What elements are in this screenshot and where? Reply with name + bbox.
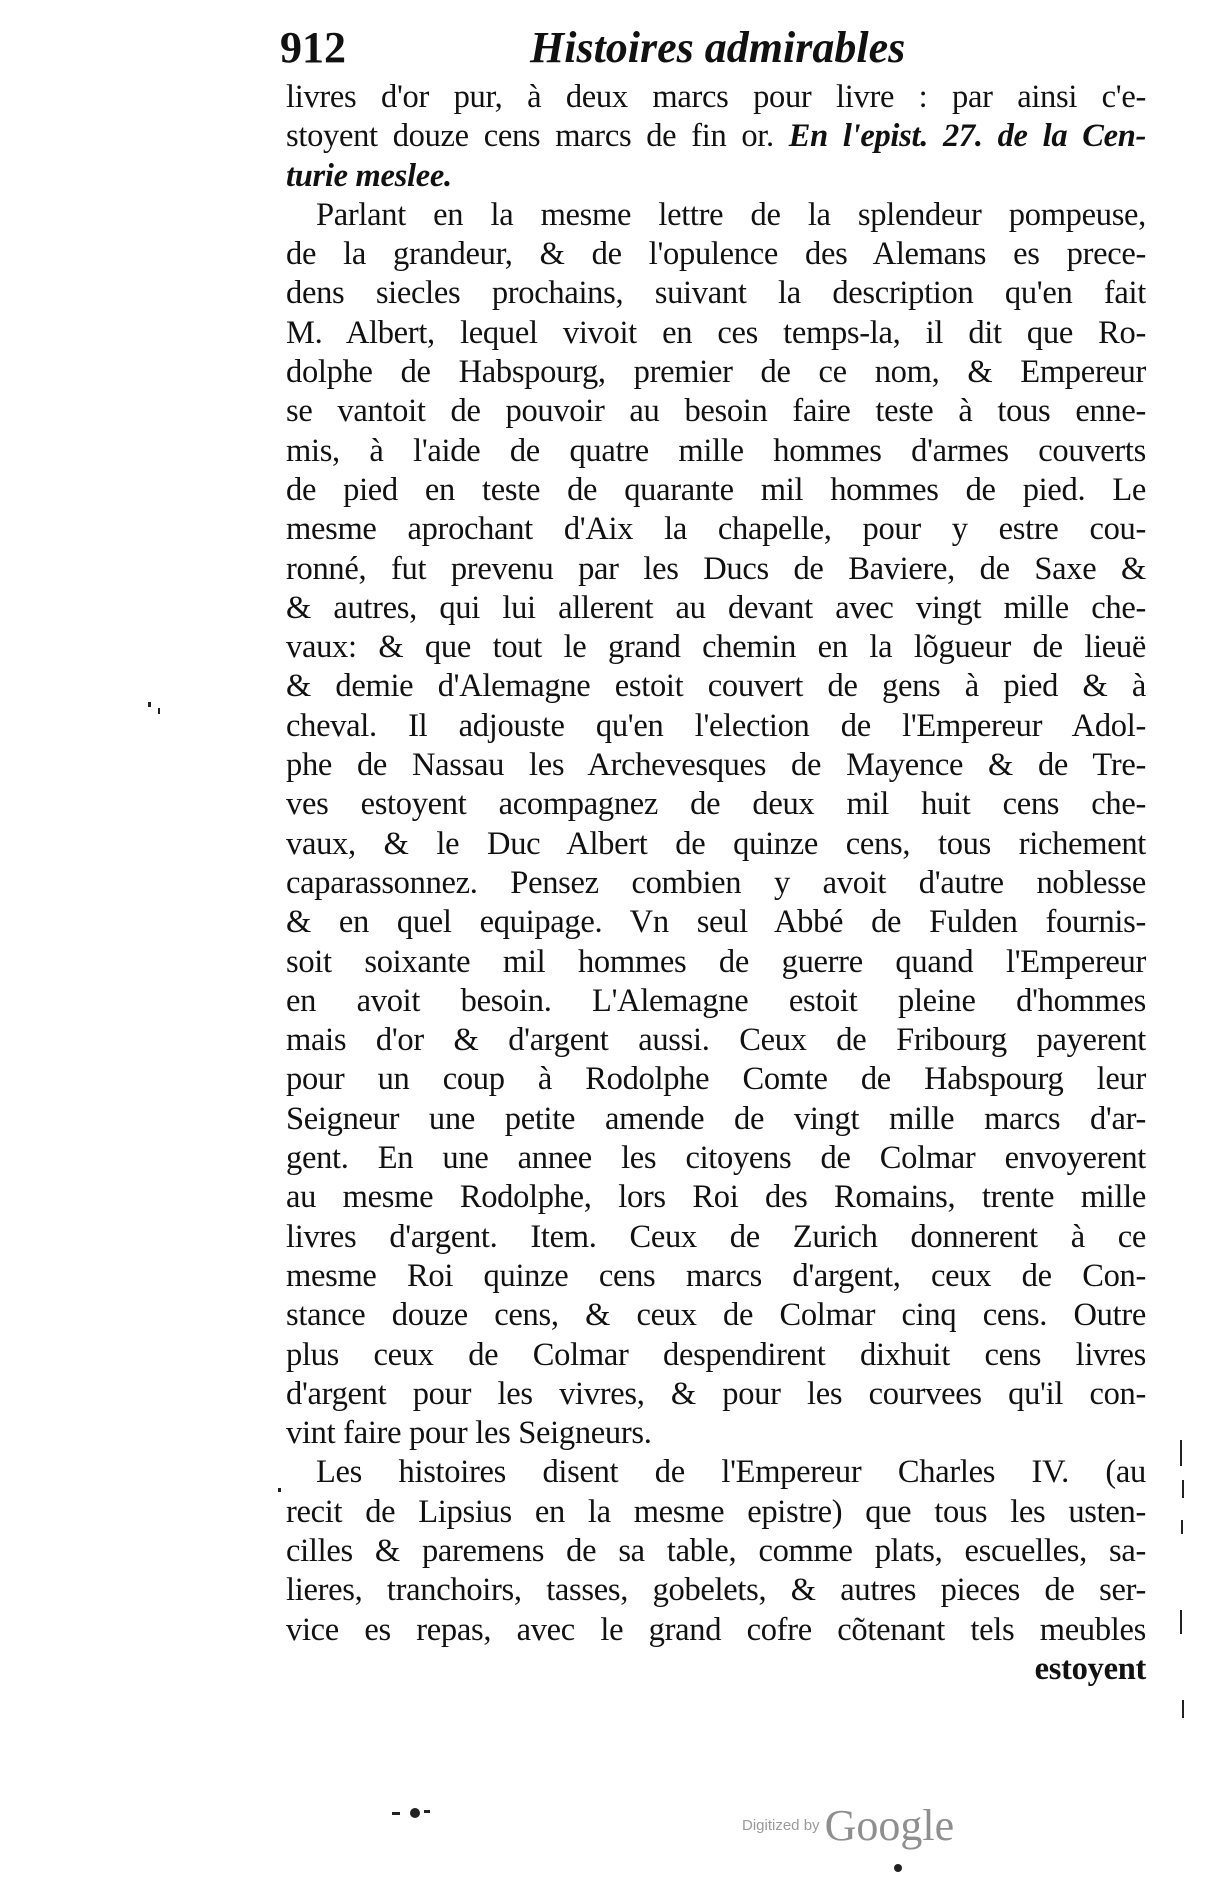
paragraph-start-line: Parlant en la mesme lettre de la splendeur pompeuse, [316, 196, 1146, 233]
text-line: dens siecles prochains, suivant la description qu'en fait [286, 275, 1146, 312]
text-line: de pied en teste de quarante mil hommes de pied. Le [286, 471, 1146, 508]
text-line: & en quel equipage. Vn seul Abbé de Fulden fournis- [286, 904, 1146, 941]
digitized-by-watermark [742, 1800, 1002, 1850]
text-line: Seigneur une petite amende de vingt mille marcs d'ar- [286, 1100, 1146, 1137]
text-line: cilles & paremens de sa table, comme plats, escuelles, sa- [286, 1532, 1146, 1569]
text-line: ves estoyent acompagnez de deux mil huit cens che- [286, 786, 1146, 823]
marginal-reference: turie meslee. [286, 157, 452, 194]
scan-speck [894, 1864, 902, 1872]
text-line-part: stoyent douze cens marcs de fin or. [286, 118, 774, 155]
scan-speck [392, 1812, 400, 1815]
scan-speck [424, 1810, 430, 1813]
scan-speck [1182, 1700, 1184, 1718]
text-line: en avoit besoin. L'Alemagne estoit pleine d'hommes [286, 982, 1146, 1019]
text-line: recit de Lipsius en la mesme epistre) que tous les usten- [286, 1493, 1146, 1530]
scan-speck [1182, 1480, 1184, 1498]
text-line: livres d'argent. Item. Ceux de Zurich donnerent à ce [286, 1218, 1146, 1255]
text-line: dolphe de Habspourg, premier de ce nom, & Empereur [286, 354, 1146, 391]
text-line: mesme Roi quinze cens marcs d'argent, ceux de Con- [286, 1257, 1146, 1294]
text-line: stance douze cens, & ceux de Colmar cinq cens. Outre [286, 1297, 1146, 1334]
text-line: vaux: & que tout le grand chemin en la lõgueur de lieuë [286, 629, 1146, 666]
scan-speck [1180, 1610, 1182, 1634]
text-line: phe de Nassau les Archevesques de Mayence & de Tre- [286, 747, 1146, 784]
text-line: mis, à l'aide de quatre mille hommes d'armes couverts [286, 432, 1146, 469]
text-line: livres d'or pur, à deux marcs pour livre : par ainsi c'e- [286, 79, 1146, 115]
page-header [280, 22, 920, 74]
running-title: Histoires admirables [530, 23, 906, 72]
text-line: se vantoit de pouvoir au besoin faire teste à tous enne- [286, 393, 1146, 430]
text-line: ronné, fut prevenu par les Ducs de Baviere, de Saxe & [286, 550, 1146, 587]
text-line [286, 157, 1146, 196]
body-text [286, 78, 1146, 1689]
paragraph-start-line: Les histoires disent de l'Empereur Charles IV. (au [316, 1454, 1146, 1491]
text-line: M. Albert, lequel vivoit en ces temps-la, il dit que Ro- [286, 314, 1146, 351]
text-line: soit soixante mil hommes de guerre quand l'Empereur [286, 943, 1146, 980]
text-line: de la grandeur, & de l'opulence des Alemans es prece- [286, 236, 1146, 273]
text-line: & demie d'Alemagne estoit couvert de gens à pied & à [286, 668, 1146, 705]
text-line [286, 117, 1146, 156]
text-line: mais d'or & d'argent aussi. Ceux de Fribourg payerent [286, 1022, 1146, 1059]
google-logo: Google [824, 1801, 955, 1850]
text-line: gent. En une annee les citoyens de Colmar envoyerent [286, 1140, 1146, 1177]
text-line: cheval. Il adjouste qu'en l'election de l'Empereur Adol- [286, 707, 1146, 744]
scan-speck [1181, 1520, 1183, 1534]
text-line: & autres, qui lui allerent au devant avec vingt mille che- [286, 589, 1146, 626]
watermark-prefix: Digitized by [742, 1817, 820, 1834]
text-line: au mesme Rodolphe, lors Roi des Romains, trente mille [286, 1179, 1146, 1216]
text-line: caparassonnez. Pensez combien y avoit d'autre noblesse [286, 864, 1146, 901]
scan-speck [1180, 1440, 1182, 1466]
page-number: 912 [280, 23, 346, 72]
text-line: vint faire pour les Seigneurs. [286, 1415, 652, 1452]
text-line: mesme aprochant d'Aix la chapelle, pour y estre cou- [286, 511, 1146, 548]
text-line: d'argent pour les vivres, & pour les courvees qu'il con- [286, 1375, 1146, 1412]
text-line: vaux, & le Duc Albert de quinze cens, tous richement [286, 825, 1146, 862]
text-line: vice es repas, avec le grand cofre cõtenant tels meubles [286, 1611, 1146, 1648]
catchword: estoyent [1034, 1650, 1146, 1687]
scan-speck [148, 702, 151, 707]
marginal-reference: En l'epist. 27. de la Cen- [788, 118, 1147, 155]
text-line: lieres, tranchoirs, tasses, gobelets, & autres pieces de ser- [286, 1572, 1146, 1609]
scan-speck [158, 708, 160, 714]
text-line: pour un coup à Rodolphe Comte de Habspourg leur [286, 1061, 1146, 1098]
scan-speck [278, 1488, 281, 1492]
text-line: plus ceux de Colmar despendirent dixhuit cens livres [286, 1336, 1146, 1373]
scan-speck [410, 1808, 420, 1818]
